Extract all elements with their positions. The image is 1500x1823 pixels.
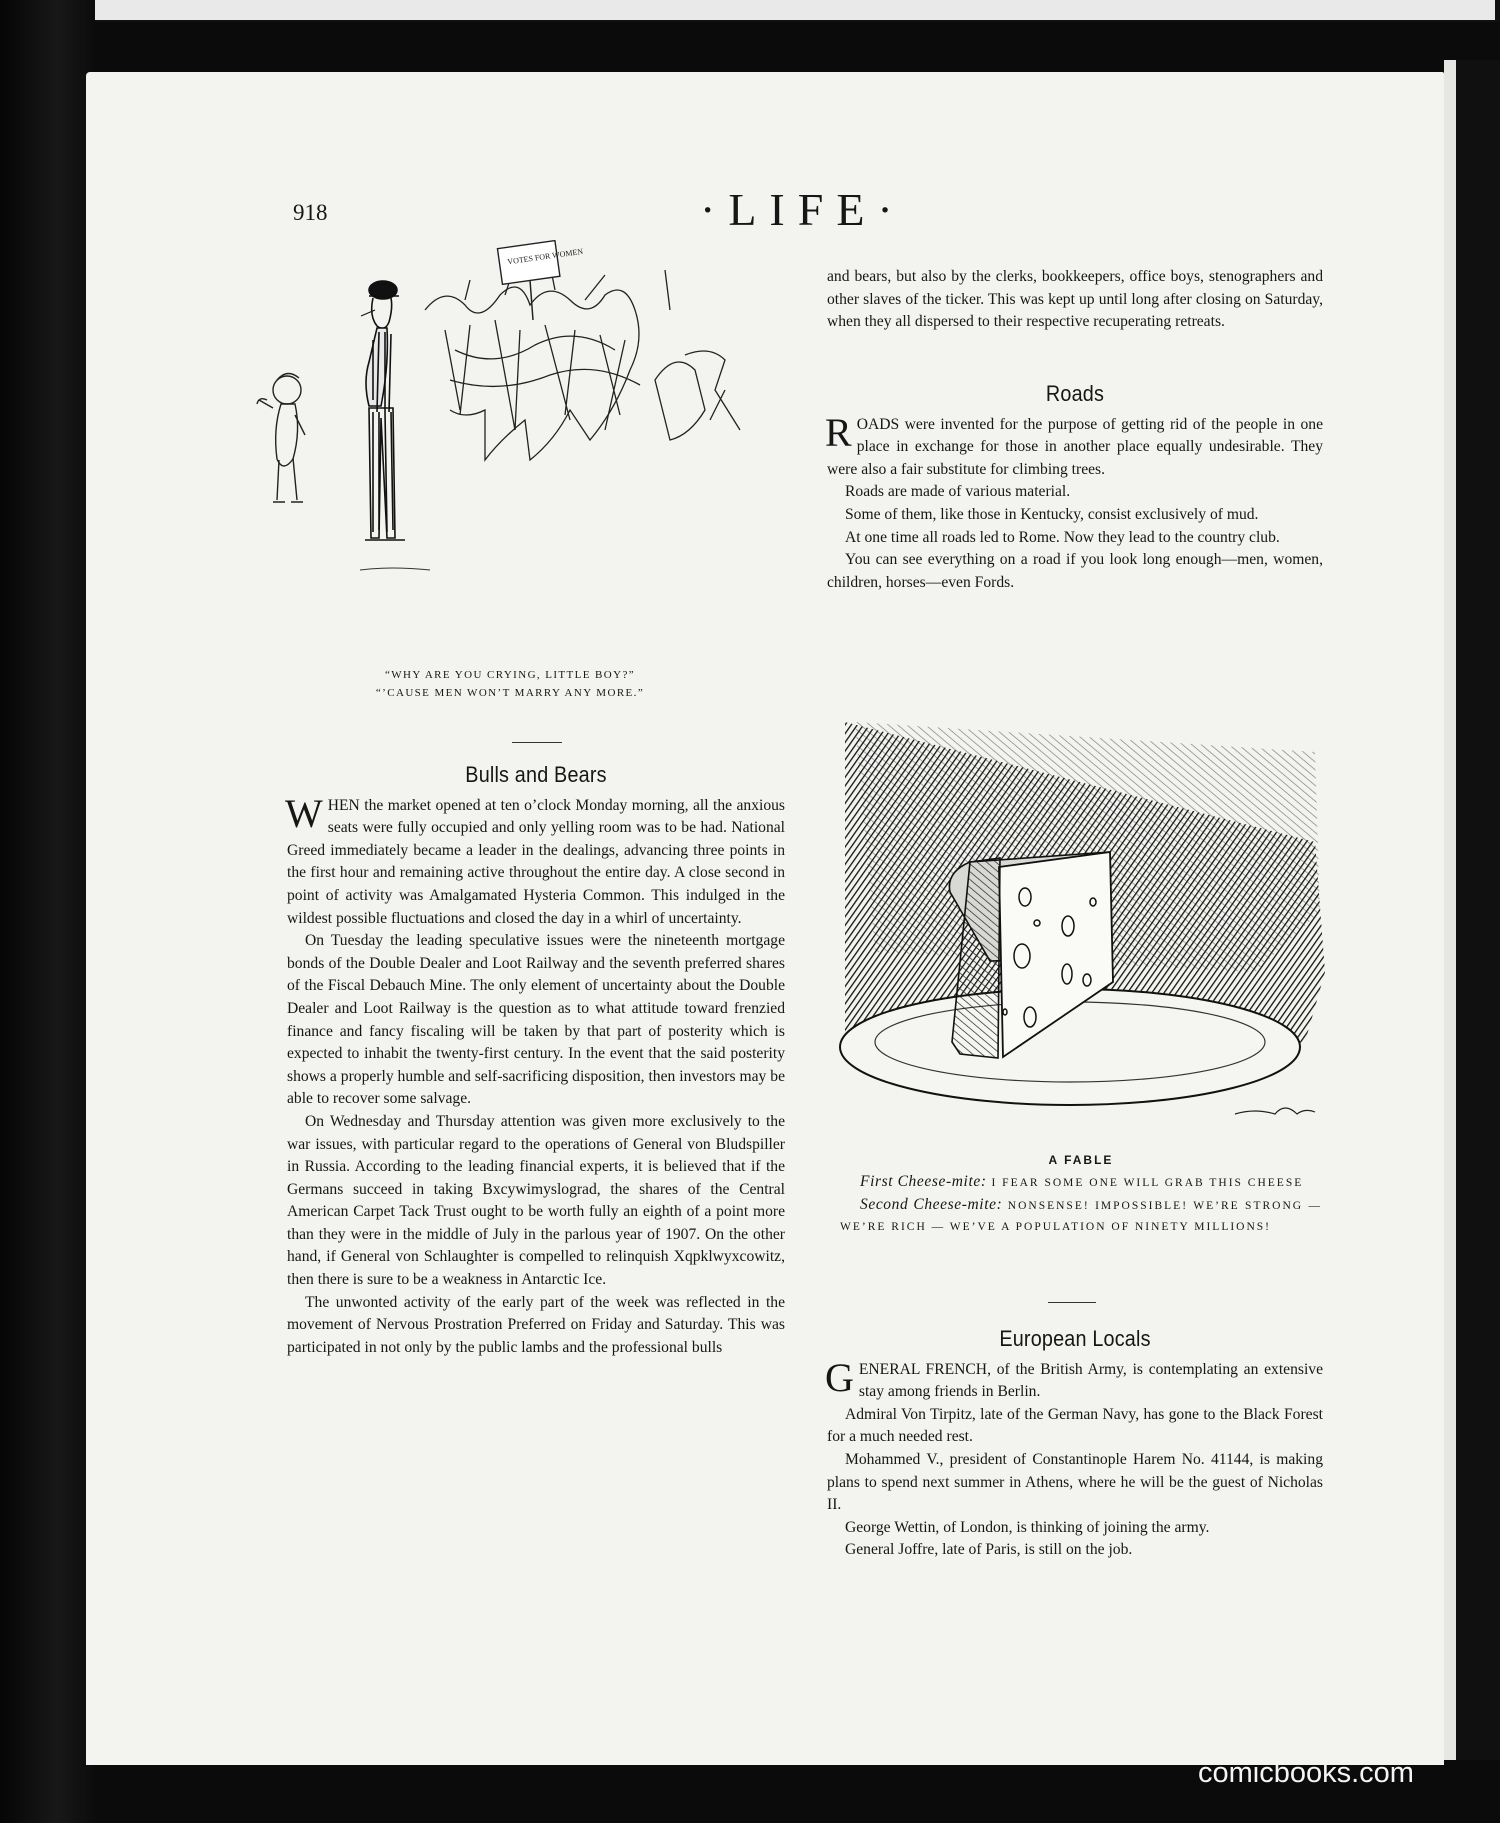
- european-paragraph-2: Admiral Von Tirpitz, late of the German Navy, has gone to the Black Forest for a much needed rest.: [827, 1405, 1323, 1446]
- page-number: 918: [293, 200, 328, 225]
- divider-rule-2: [1048, 1302, 1096, 1303]
- european-locals-article: [827, 1328, 1323, 1562]
- scan-left-border: [0, 0, 95, 1823]
- next-page-edge: [1444, 60, 1456, 1760]
- bulls-continued-paragraph: and bears, but also by the clerks, bookkeepers, office boys, stenographers and other slaves of the ticker. This was kept up until long after closing on Saturday, when they all dispersed to their respective recuperating retreats.: [827, 268, 1323, 331]
- suffragette-cartoon-illustration: [255, 240, 795, 665]
- bulls-and-bears-heading: Bulls and Bears: [465, 762, 607, 787]
- bulls-drop-cap: W: [285, 790, 323, 836]
- roads-paragraph-3: Some of them, like those in Kentucky, consist exclusively of mud.: [845, 505, 1259, 523]
- european-locals-heading: European Locals: [999, 1326, 1151, 1351]
- roads-heading: Roads: [1045, 381, 1105, 406]
- european-paragraph-1: GENERAL FRENCH, of the British Army, is contemplating an extensive stay among friends in Berlin.: [825, 1354, 1323, 1401]
- divider-rule: [512, 742, 562, 743]
- bulls-paragraph-4: The unwonted activity of the early part of the week was reflected in the movement of Nervous Prostration Preferred on Friday and Saturday. This was participated in not only by the public lambs and the professional bulls: [287, 1293, 785, 1356]
- previous-page-edge: [95, 0, 1495, 20]
- site-watermark: comicbooks.com: [1198, 1757, 1414, 1789]
- european-paragraph-4: George Wettin, of London, is thinking of joining the army.: [845, 1518, 1210, 1536]
- bulls-paragraph-2: On Tuesday the leading speculative issues were the nineteenth mortgage bonds of the Double Dealer and Loot Railway and the seventh preferred shares of the Fiscal Debauch Mine. The only element of uncertainty about the Double Dealer and Loot Railway is the question as to what attitude toward frenzied finance and fancy fiscaling will be taken by that part of posterity which is expected to inhabit the twenty-first century. In the event that the said posterity shows a properly humble and self-sacrificing disposition, then investors may be able to recover some salvage.: [287, 932, 785, 1108]
- roads-paragraph-2: Roads are made of various material.: [845, 483, 1071, 501]
- cartoon-caption-line-2: “’CAUSE MEN WON’T MARRY ANY MORE.”: [375, 687, 645, 699]
- bulls-paragraph-3: On Wednesday and Thursday attention was given more exclusively to the war issues, with particular regard to the operations of General von Bludspiller in Russia. According to the leading financial experts, it is believed that if the Germans succeed in taking Bxcywimyslograd, the shares of the Central American Carpet Tack Trust ought to be worth fully an eighth of a point more than they were in the middle of July in the parlous year of 1907. On the other hand, if General von Schlaughter is compelled to relinquish Xqpklwyxcowitz, then there is sure to be a weakness in Antarctic Ice.: [287, 1112, 785, 1289]
- scan-right-border: [1456, 60, 1500, 1760]
- european-paragraph-5: General Joffre, late of Paris, is still on the job.: [845, 1541, 1133, 1559]
- cheese-fable-illustration: [835, 712, 1325, 1132]
- roads-paragraph-1: ROADS were invented for the purpose of getting rid of the people in one place in exchange for those in another place equally undesirable. They were also a fair substitute for climbing trees.: [825, 409, 1323, 478]
- bulls-and-bears-continued: [827, 266, 1323, 334]
- fable-speaker-1: First Cheese-mite:: [860, 1173, 987, 1190]
- fable-title: A FABLE: [1048, 1153, 1114, 1167]
- european-drop-cap: G: [825, 1354, 854, 1400]
- roads-paragraph-4: At one time all roads led to Rome. Now they lead to the country club.: [845, 528, 1280, 546]
- cartoon-caption: [310, 666, 710, 702]
- bulls-paragraph-1: WHEN the market opened at ten o’clock Monday morning, all the anxious seats were fully occupied and only yelling room was to be had. National Greed immediately became a leader in the dealings, advancing three points in the first hour and remaining active throughout the entire day. A close second in point of activity was Amalgamated Hysteria Common. This indulged in the wildest possible fluctuations and closed the day in a whirl of uncertainty.: [285, 790, 785, 927]
- cheese-fable-caption: [840, 1150, 1322, 1238]
- sign-votes-for-women: VOTES FOR WOMEN: [506, 246, 584, 267]
- cartoon-caption-line-1: “WHY ARE YOU CRYING, LITTLE BOY?”: [384, 669, 636, 681]
- bulls-and-bears-article: [287, 764, 785, 1359]
- roads-paragraph-5: You can see everything on a road if you look long enough—men, women, children, horses—even Fords.: [827, 551, 1323, 591]
- fable-line-1: First Cheese-mite: I FEAR SOME ONE WILL GRAB THIS CHEESE: [860, 1173, 1304, 1190]
- fable-speaker-2: Second Cheese-mite:: [860, 1196, 1003, 1213]
- roads-drop-cap: R: [825, 409, 852, 455]
- masthead-title: ·LIFE·: [700, 184, 906, 235]
- roads-article: [827, 383, 1323, 594]
- fable-line-2: Second Cheese-mite: NONSENSE! IMPOSSIBLE! WE’RE STRONG — WE’RE RICH — WE’VE A POPULATION OF NINETY MILLIONS!: [840, 1196, 1322, 1233]
- european-paragraph-3: Mohammed V., president of Constantinople Harem No. 41144, is making plans to spend next summer in Athens, where he will be the guest of Nicholas II.: [827, 1450, 1323, 1514]
